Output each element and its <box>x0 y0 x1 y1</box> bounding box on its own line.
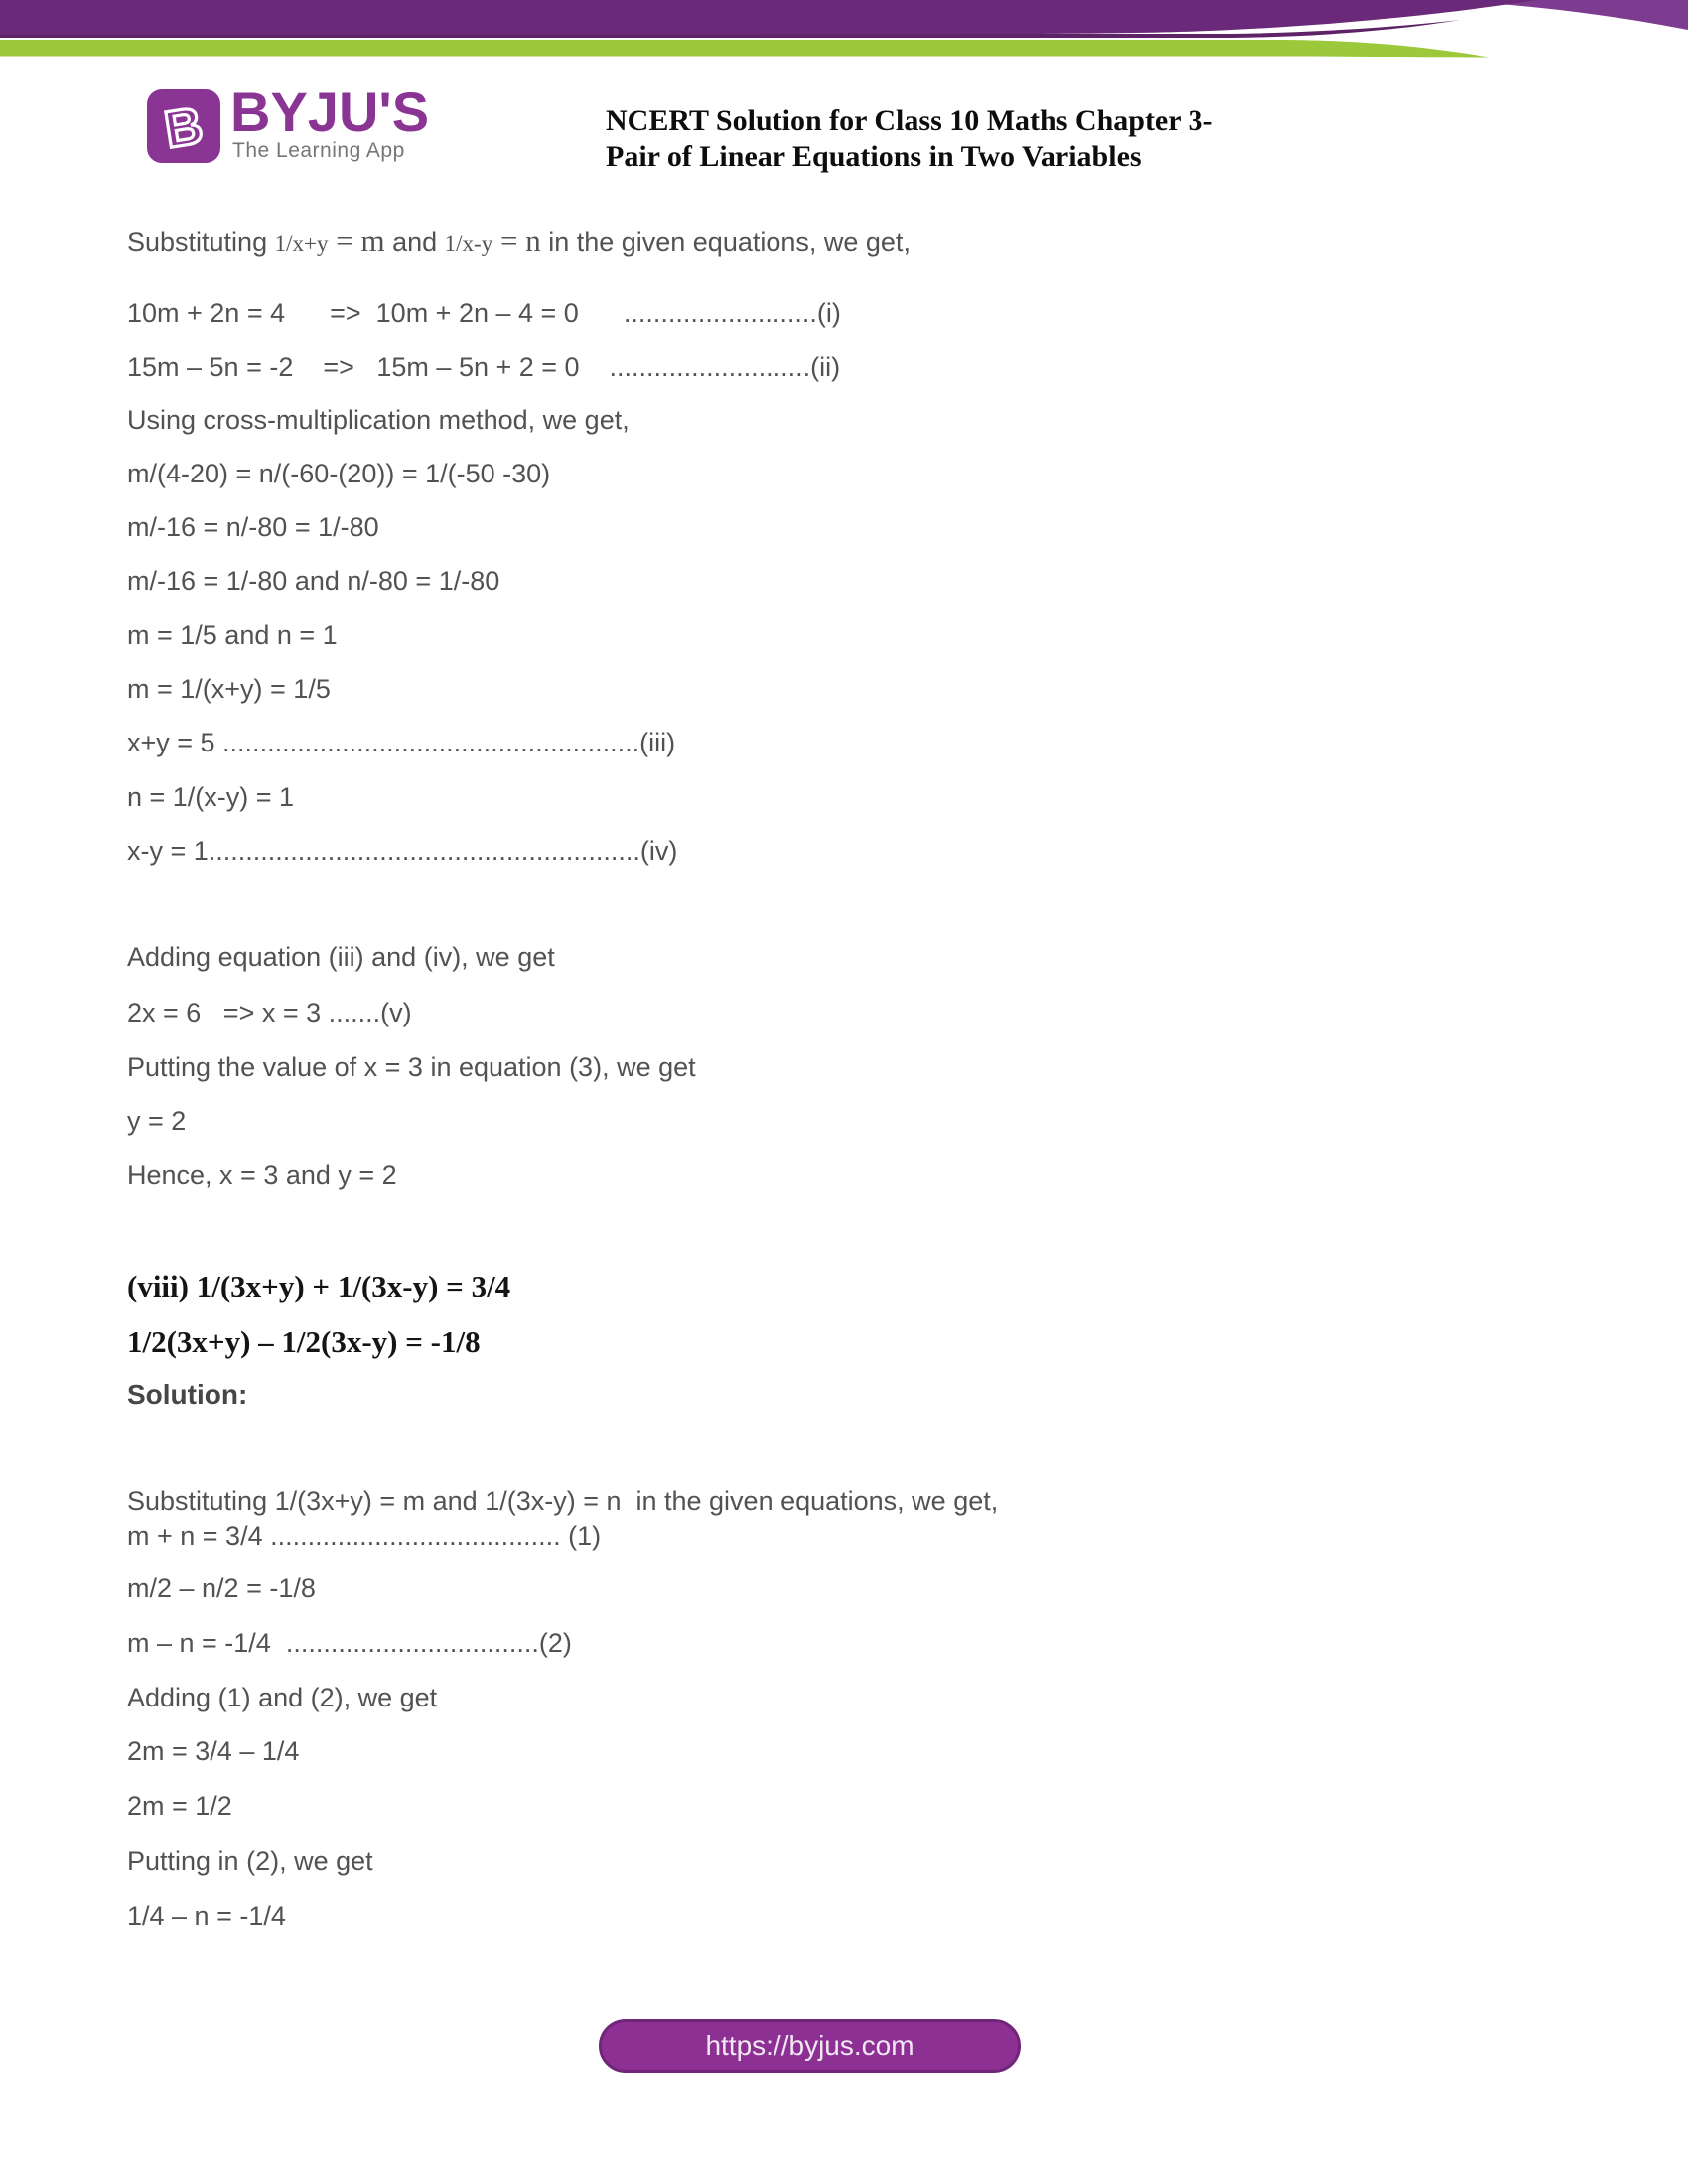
text-segment: in the given equations, we get, <box>540 227 911 257</box>
body-line-12: x-y = 1..........................................................(iv) <box>127 836 678 866</box>
text-segment: n <box>525 223 541 258</box>
page-title-line2: Pair of Linear Equations in Two Variables <box>606 140 1142 173</box>
byjus-wordmark: BYJU'S <box>230 80 430 143</box>
page-title <box>606 103 1321 175</box>
body-line-29: 1/4 – n = -1/4 <box>127 1901 286 1931</box>
body-line-2: 10m + 2n = 4 => 10m + 2n – 4 = 0 ..........................(i) <box>127 298 841 328</box>
body-line-3: 15m – 5n = -2 => 15m – 5n + 2 = 0 ...........................(ii) <box>127 352 841 382</box>
body-line-24: m – n = -1/4 ..................................(2) <box>127 1628 572 1658</box>
svg-text:B: B <box>160 96 207 160</box>
body-line-5: m/(4-20) = n/(-60-(20)) = 1/(-50 -30) <box>127 459 551 488</box>
body-line-6: m/-16 = n/-80 = 1/-80 <box>127 512 379 542</box>
byjus-logo <box>147 80 564 167</box>
byjus-tagline: The Learning App <box>232 139 405 162</box>
byjus-b-icon <box>147 89 220 163</box>
body-line-28: Putting in (2), we get <box>127 1846 373 1876</box>
text-segment: m <box>360 223 385 258</box>
green-swoosh <box>0 40 1489 58</box>
text-segment: and <box>384 227 445 257</box>
body-line-23: m/2 – n/2 = -1/8 <box>127 1573 316 1603</box>
page-title-line1: NCERT Solution for Class 10 Maths Chapter 3- <box>606 104 1213 137</box>
body-line-26: 2m = 3/4 – 1/4 <box>127 1736 300 1766</box>
body-line-18: (viii) 1/(3x+y) + 1/(3x-y) = 3/4 <box>127 1269 511 1303</box>
body-line-27: 2m = 1/2 <box>127 1791 232 1821</box>
body-line-14: 2x = 6 => x = 3 .......(v) <box>127 998 412 1027</box>
body-line-16: y = 2 <box>127 1106 187 1136</box>
header-banner <box>0 0 1688 60</box>
byjus-link-label: https://byjus.com <box>705 2030 914 2061</box>
body-line-21: Substituting 1/(3x+y) = m and 1/(3x-y) = n in the given equations, we get, <box>127 1486 999 1516</box>
body-line-1 <box>127 224 911 261</box>
purple-swoosh <box>0 0 1537 35</box>
body-line-22: m + n = 3/4 ....................................... (1) <box>127 1521 602 1551</box>
body-line-10: x+y = 5 ........................................................(iii) <box>127 728 676 757</box>
body-line-8: m = 1/5 and n = 1 <box>127 620 338 650</box>
text-segment: Substituting <box>127 227 275 257</box>
text-segment: 1/x+y <box>274 231 329 256</box>
text-segment: 1/x-y <box>444 231 493 256</box>
body-line-15: Putting the value of x = 3 in equation (3), we get <box>127 1052 696 1082</box>
body-line-17: Hence, x = 3 and y = 2 <box>127 1160 397 1190</box>
body-line-9: m = 1/(x+y) = 1/5 <box>127 674 331 704</box>
body-line-25: Adding (1) and (2), we get <box>127 1683 438 1712</box>
body-line-11: n = 1/(x-y) = 1 <box>127 782 295 812</box>
text-segment: = <box>492 223 526 258</box>
text-segment: = <box>328 223 361 258</box>
body-line-13: Adding equation (iii) and (iv), we get <box>127 942 555 972</box>
body-line-7: m/-16 = 1/-80 and n/-80 = 1/-80 <box>127 566 500 596</box>
body-line-20: Solution: <box>127 1379 248 1410</box>
body-line-19: 1/2(3x+y) – 1/2(3x-y) = -1/8 <box>127 1324 481 1359</box>
byjus-link-button[interactable] <box>599 2019 1021 2073</box>
body-line-4: Using cross-multiplication method, we get, <box>127 405 630 435</box>
